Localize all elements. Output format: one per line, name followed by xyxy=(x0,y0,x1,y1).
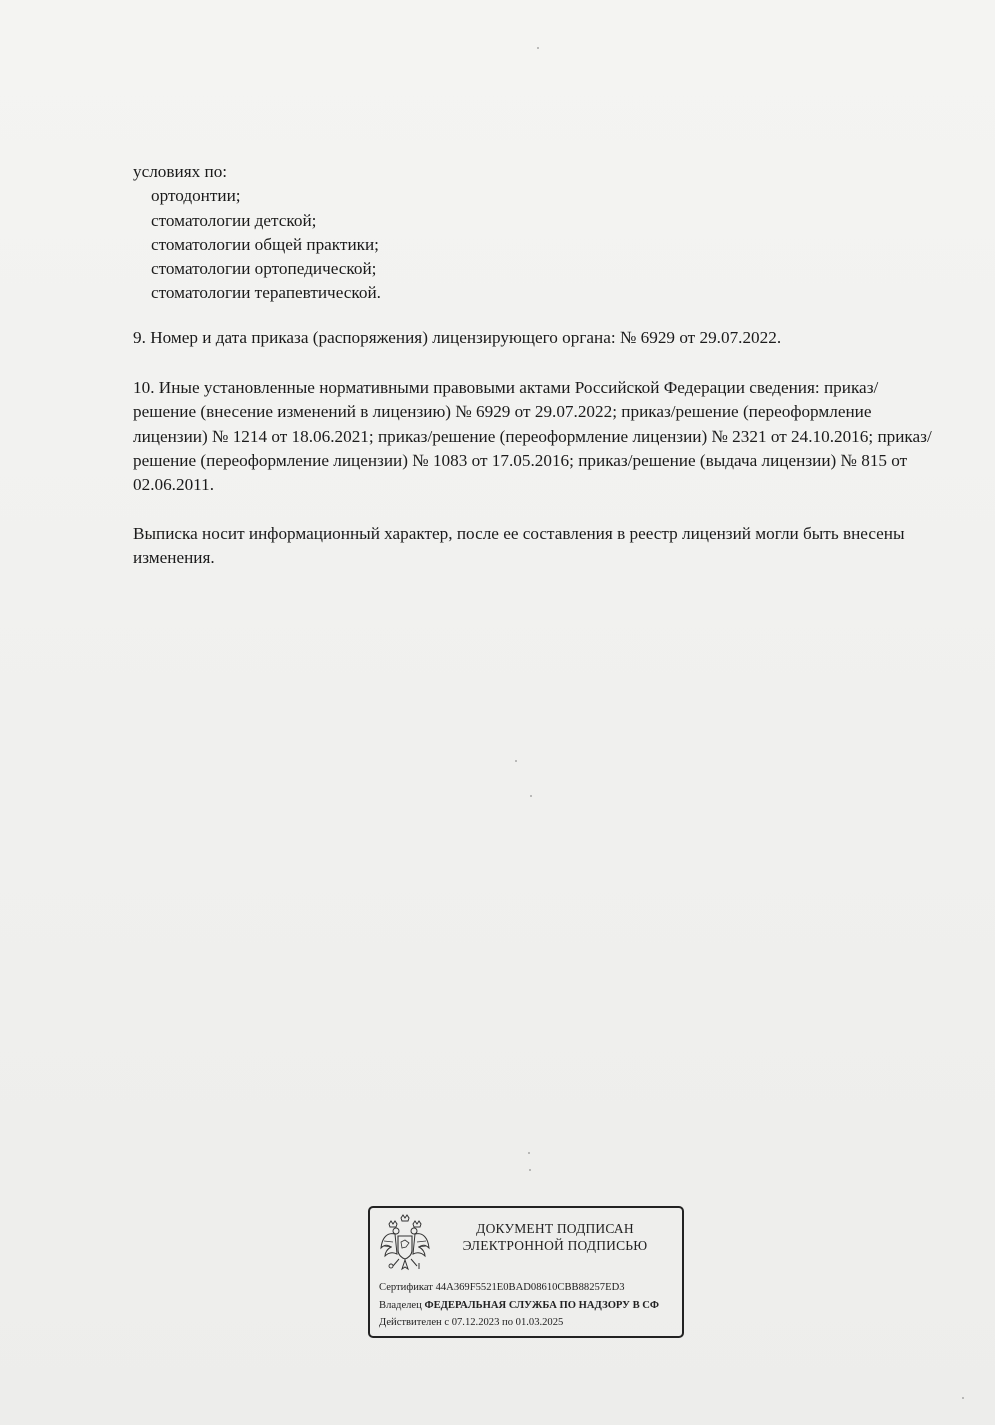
validity-line: Действителен с 07.12.2023 по 01.03.2025 xyxy=(379,1317,564,1328)
owner-label: Владелец xyxy=(379,1299,422,1311)
specialty-item: стоматологии общей практики; xyxy=(151,234,379,254)
electronic-signature-stamp xyxy=(368,1206,684,1338)
stamp-title-line: ДОКУМЕНТ ПОДПИСАН xyxy=(476,1221,634,1236)
order-number-section: 9. Номер и дата приказа (распоряжения) лицензирующего органа: № 6929 от 29.07.2022. xyxy=(133,327,782,347)
specialty-item: стоматологии терапевтической. xyxy=(151,283,381,303)
document-body xyxy=(133,160,933,570)
specialty-item: стоматологии ортопедической; xyxy=(151,259,377,279)
specialties-list xyxy=(133,184,933,305)
stamp-details xyxy=(379,1279,684,1332)
intro-line: условиях по: xyxy=(133,162,228,181)
certificate-line: Сертификат 44A369F5521E0BAD08610CBB88257ED3 xyxy=(379,1282,625,1293)
russian-coat-of-arms-icon xyxy=(379,1214,431,1272)
disclaimer: Выписка носит информационный характер, после ее составления в реестр лицензий могли быть внесены изменения. xyxy=(133,523,905,567)
specialty-item: стоматологии детской; xyxy=(151,210,317,230)
owner-value: ФЕДЕРАЛЬНАЯ СЛУЖБА ПО НАДЗОРУ В СФ xyxy=(424,1299,660,1311)
stamp-title-line: ЭЛЕКТРОННОЙ ПОДПИСЬЮ xyxy=(462,1238,648,1253)
specialty-item: ортодонтии; xyxy=(151,186,241,206)
owner-line xyxy=(379,1297,684,1315)
other-info-section: 10. Иные установленные нормативными правовыми актами Российской Федерации сведения: приказ/решение (внесение изменений в лицензию) № 6929 от 29.07.2022; приказ/решение (переоформление лицензии) № 1214 от 18.06.2021; приказ/решение (переоформление лицензии) № 2321 от 24.10.2016; приказ/решение (переоформление лицензии) № 1083 от 17.05.2016; приказ/решение (выдача лицензии) № 815 от 02.06.2011. xyxy=(133,378,932,495)
stamp-title xyxy=(440,1220,670,1254)
